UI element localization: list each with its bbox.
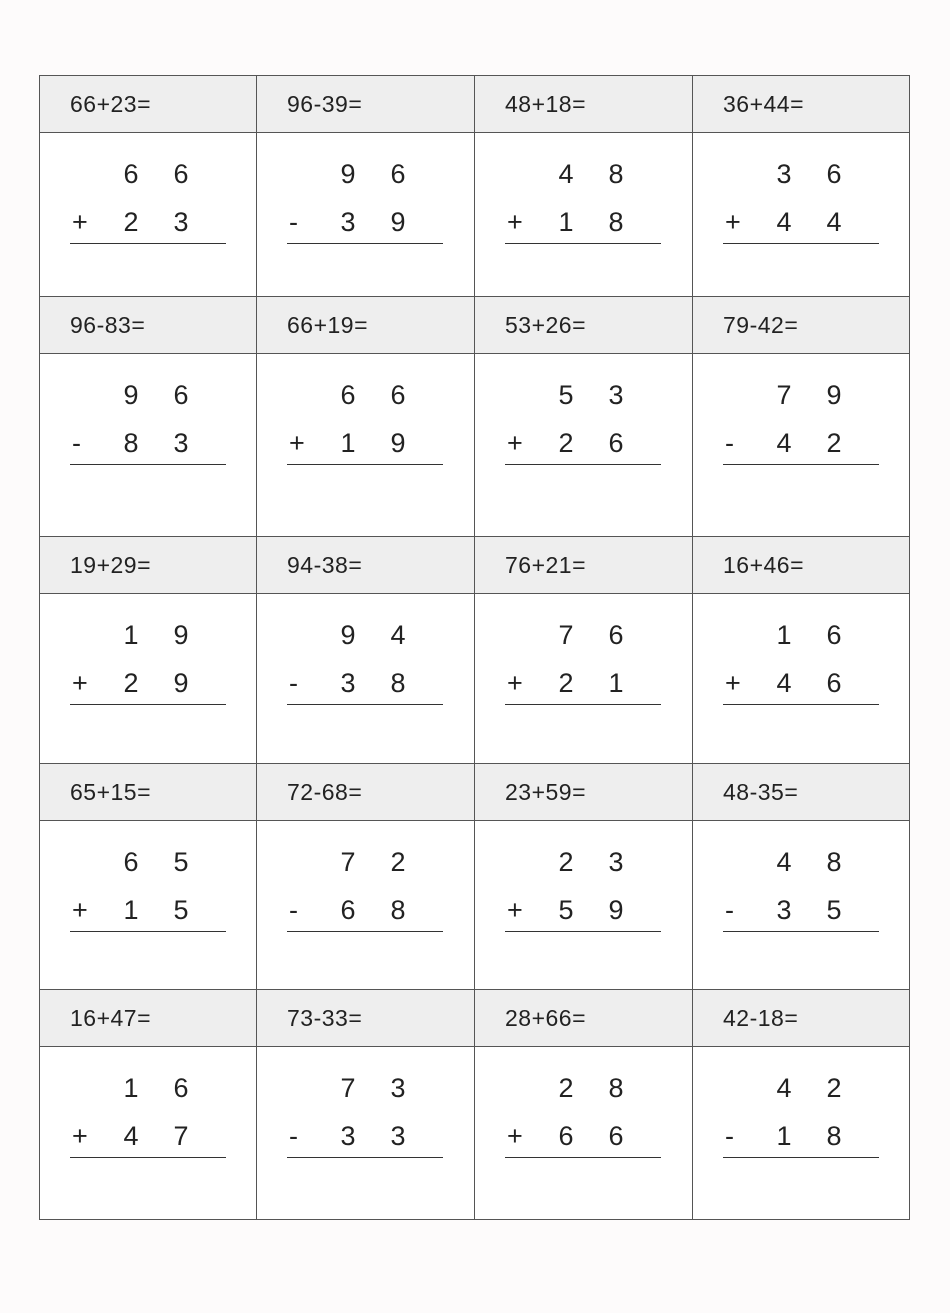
bottom-operand [287, 1112, 443, 1160]
top-operand [723, 150, 879, 198]
problem-cell [257, 764, 475, 990]
ones-digit: 9 [608, 895, 624, 925]
ones-digit: 6 [826, 668, 842, 698]
vertical-calculation [287, 150, 443, 244]
tens-digit: 9 [340, 620, 356, 650]
ones-digit: 8 [826, 847, 842, 877]
tens-digit: 2 [558, 847, 574, 877]
tens-digit: 2 [558, 1073, 574, 1103]
problem-cell [693, 764, 909, 990]
vertical-calculation [287, 371, 443, 465]
tens-digit: 6 [558, 1121, 574, 1151]
tens-digit: 7 [340, 1073, 356, 1103]
problem-expression: 48-35= [693, 764, 909, 821]
ones-digit: 5 [826, 895, 842, 925]
tens-digit: 1 [340, 428, 356, 458]
ones-digit: 8 [390, 895, 406, 925]
problem-expression: 72-68= [257, 764, 474, 821]
tens-digit: 1 [776, 1121, 792, 1151]
top-operand [287, 611, 443, 659]
operator-sign: + [72, 207, 88, 237]
ones-digit: 7 [173, 1121, 189, 1151]
operator-sign: - [72, 428, 81, 458]
top-operand [723, 1064, 879, 1112]
problem-expression: 28+66= [475, 990, 692, 1047]
operator-sign: + [507, 895, 523, 925]
problem-cell [257, 537, 475, 764]
ones-digit: 8 [826, 1121, 842, 1151]
problem-cell [693, 990, 909, 1219]
vertical-calculation [723, 371, 879, 465]
ones-digit: 3 [173, 207, 189, 237]
operator-sign: + [507, 428, 523, 458]
top-operand [70, 371, 226, 419]
top-operand [505, 150, 661, 198]
vertical-calculation [70, 150, 226, 244]
tens-digit: 3 [340, 1121, 356, 1151]
ones-digit: 6 [173, 159, 189, 189]
tens-digit: 8 [123, 428, 139, 458]
ones-digit: 9 [173, 620, 189, 650]
worksheet-grid [39, 75, 910, 1220]
tens-digit: 3 [340, 668, 356, 698]
problem-cell [475, 297, 693, 537]
problem-cell [257, 76, 475, 297]
operator-sign: + [72, 895, 88, 925]
tens-digit: 4 [776, 1073, 792, 1103]
problem-cell [257, 990, 475, 1219]
vertical-calculation [723, 150, 879, 244]
tens-digit: 2 [558, 428, 574, 458]
problem-cell [475, 76, 693, 297]
vertical-calculation [723, 611, 879, 705]
problem-cell [475, 537, 693, 764]
bottom-operand [723, 1112, 879, 1160]
problem-cell [40, 990, 257, 1219]
problem-expression: 94-38= [257, 537, 474, 594]
tens-digit: 1 [776, 620, 792, 650]
tens-digit: 2 [123, 668, 139, 698]
ones-digit: 6 [826, 620, 842, 650]
problem-expression: 66+19= [257, 297, 474, 354]
ones-digit: 6 [173, 1073, 189, 1103]
problem-expression: 42-18= [693, 990, 909, 1047]
operator-sign: + [72, 1121, 88, 1151]
bottom-operand [287, 659, 443, 707]
top-operand [505, 838, 661, 886]
tens-digit: 2 [558, 668, 574, 698]
vertical-calculation [505, 838, 661, 932]
bottom-operand [505, 1112, 661, 1160]
operator-sign: + [72, 668, 88, 698]
operator-sign: + [725, 207, 741, 237]
ones-digit: 8 [608, 159, 624, 189]
top-operand [287, 150, 443, 198]
top-operand [70, 1064, 226, 1112]
bottom-operand [70, 886, 226, 934]
bottom-operand [287, 886, 443, 934]
tens-digit: 6 [123, 847, 139, 877]
vertical-calculation [505, 371, 661, 465]
tens-digit: 9 [123, 380, 139, 410]
top-operand [505, 1064, 661, 1112]
top-operand [723, 371, 879, 419]
tens-digit: 6 [340, 895, 356, 925]
ones-digit: 6 [173, 380, 189, 410]
tens-digit: 1 [123, 1073, 139, 1103]
tens-digit: 5 [558, 380, 574, 410]
tens-digit: 3 [776, 895, 792, 925]
problem-expression: 76+21= [475, 537, 692, 594]
tens-digit: 2 [123, 207, 139, 237]
ones-digit: 9 [173, 668, 189, 698]
problem-cell [693, 76, 909, 297]
ones-digit: 3 [390, 1073, 406, 1103]
bottom-operand [70, 198, 226, 246]
ones-digit: 8 [390, 668, 406, 698]
problem-expression: 48+18= [475, 76, 692, 133]
operator-sign: - [725, 895, 734, 925]
problem-expression: 65+15= [40, 764, 256, 821]
vertical-calculation [505, 611, 661, 705]
problem-cell [257, 297, 475, 537]
operator-sign: - [289, 895, 298, 925]
ones-digit: 3 [173, 428, 189, 458]
operator-sign: + [507, 1121, 523, 1151]
vertical-calculation [287, 611, 443, 705]
ones-digit: 6 [608, 1121, 624, 1151]
problem-cell [693, 537, 909, 764]
problem-cell [475, 764, 693, 990]
tens-digit: 3 [776, 159, 792, 189]
bottom-operand [287, 198, 443, 246]
problem-expression: 66+23= [40, 76, 256, 133]
vertical-calculation [287, 1064, 443, 1158]
problem-expression: 96-83= [40, 297, 256, 354]
tens-digit: 4 [776, 668, 792, 698]
tens-digit: 4 [776, 207, 792, 237]
ones-digit: 3 [608, 847, 624, 877]
ones-digit: 8 [608, 207, 624, 237]
bottom-operand [723, 198, 879, 246]
ones-digit: 6 [608, 428, 624, 458]
problem-cell [475, 990, 693, 1219]
top-operand [287, 371, 443, 419]
ones-digit: 6 [390, 380, 406, 410]
bottom-operand [505, 886, 661, 934]
bottom-operand [70, 419, 226, 467]
problem-cell [40, 764, 257, 990]
operator-sign: - [289, 668, 298, 698]
ones-digit: 6 [390, 159, 406, 189]
ones-digit: 6 [608, 620, 624, 650]
tens-digit: 1 [123, 895, 139, 925]
vertical-calculation [70, 838, 226, 932]
tens-digit: 4 [776, 428, 792, 458]
bottom-operand [70, 1112, 226, 1160]
ones-digit: 2 [826, 1073, 842, 1103]
problem-expression: 73-33= [257, 990, 474, 1047]
vertical-calculation [70, 371, 226, 465]
tens-digit: 3 [340, 207, 356, 237]
tens-digit: 6 [340, 380, 356, 410]
problem-expression: 16+46= [693, 537, 909, 594]
operator-sign: - [289, 207, 298, 237]
top-operand [505, 371, 661, 419]
ones-digit: 6 [826, 159, 842, 189]
tens-digit: 9 [340, 159, 356, 189]
problem-cell [40, 537, 257, 764]
ones-digit: 9 [390, 207, 406, 237]
problem-expression: 16+47= [40, 990, 256, 1047]
bottom-operand [287, 419, 443, 467]
problem-expression: 23+59= [475, 764, 692, 821]
top-operand [70, 611, 226, 659]
problem-expression: 36+44= [693, 76, 909, 133]
tens-digit: 1 [558, 207, 574, 237]
operator-sign: - [725, 1121, 734, 1151]
ones-digit: 3 [608, 380, 624, 410]
bottom-operand [505, 419, 661, 467]
top-operand [723, 611, 879, 659]
ones-digit: 2 [390, 847, 406, 877]
operator-sign: - [725, 428, 734, 458]
operator-sign: + [725, 668, 741, 698]
top-operand [70, 838, 226, 886]
vertical-calculation [70, 611, 226, 705]
top-operand [287, 1064, 443, 1112]
operator-sign: - [289, 1121, 298, 1151]
bottom-operand [723, 659, 879, 707]
problem-expression: 19+29= [40, 537, 256, 594]
top-operand [287, 838, 443, 886]
vertical-calculation [723, 1064, 879, 1158]
bottom-operand [70, 659, 226, 707]
ones-digit: 5 [173, 895, 189, 925]
problem-cell [40, 76, 257, 297]
problem-cell [693, 297, 909, 537]
tens-digit: 7 [558, 620, 574, 650]
tens-digit: 4 [776, 847, 792, 877]
vertical-calculation [505, 150, 661, 244]
top-operand [723, 838, 879, 886]
ones-digit: 9 [826, 380, 842, 410]
bottom-operand [723, 419, 879, 467]
top-operand [70, 150, 226, 198]
problem-cell [40, 297, 257, 537]
ones-digit: 4 [390, 620, 406, 650]
vertical-calculation [287, 838, 443, 932]
bottom-operand [505, 659, 661, 707]
tens-digit: 5 [558, 895, 574, 925]
problem-expression: 53+26= [475, 297, 692, 354]
tens-digit: 4 [123, 1121, 139, 1151]
operator-sign: + [507, 207, 523, 237]
operator-sign: + [507, 668, 523, 698]
vertical-calculation [723, 838, 879, 932]
ones-digit: 1 [608, 668, 624, 698]
tens-digit: 7 [776, 380, 792, 410]
ones-digit: 3 [390, 1121, 406, 1151]
tens-digit: 6 [123, 159, 139, 189]
bottom-operand [505, 198, 661, 246]
tens-digit: 1 [123, 620, 139, 650]
ones-digit: 4 [826, 207, 842, 237]
vertical-calculation [505, 1064, 661, 1158]
problem-expression: 96-39= [257, 76, 474, 133]
bottom-operand [723, 886, 879, 934]
ones-digit: 2 [826, 428, 842, 458]
operator-sign: + [289, 428, 305, 458]
ones-digit: 8 [608, 1073, 624, 1103]
top-operand [505, 611, 661, 659]
tens-digit: 7 [340, 847, 356, 877]
ones-digit: 9 [390, 428, 406, 458]
tens-digit: 4 [558, 159, 574, 189]
problem-expression: 79-42= [693, 297, 909, 354]
ones-digit: 5 [173, 847, 189, 877]
vertical-calculation [70, 1064, 226, 1158]
